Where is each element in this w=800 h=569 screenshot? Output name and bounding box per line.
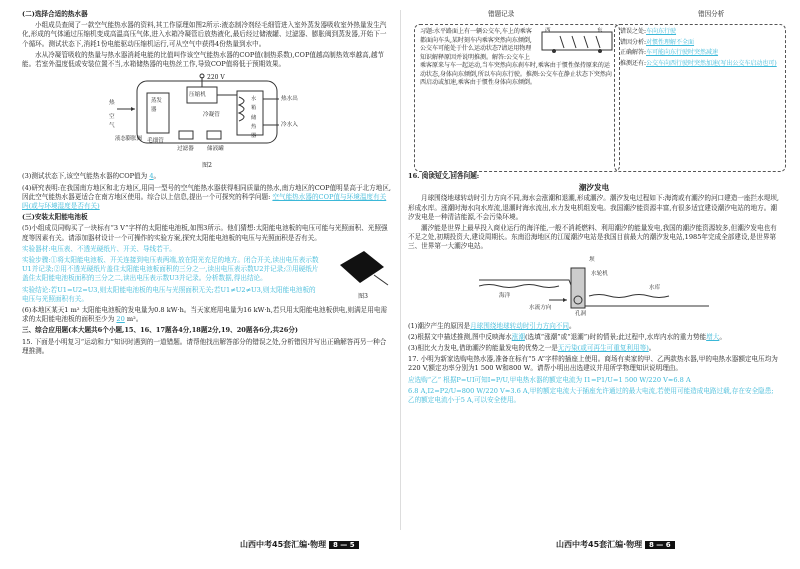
fig2-filter: 过滤器 [177,146,194,153]
fig2-heat: 热 [109,100,115,107]
fig2-evaporator: 蒸发器 [151,98,162,114]
section-3-heading: 三、综合应用题(本大题共6个小题,15、16、17题各4分,18题2分,19、20题各6分,共26分) [22,326,299,335]
error-problem-text: 习题:水平路面上有一辆公交车,车上的乘客都面向车头,某时刻车内乘客突然向东倾倒,公交车可能处于什么运动状态?请运用物理知识解释原因并说明推测。解答:公交车上乘客原来与车一起运动,当车突然向东刹车时,乘客由于惯性保持原来的运动状态,身体向东倾倒,所以车向东行驶。推测:公交车在静止状态下突然向西启动或加速,乘客由于惯性身体向东倾倒。 [420,28,612,86]
left-footer [240,539,359,550]
tidal-dam: 坝 [589,256,595,263]
q16-2-answer-2: 增大 [706,332,720,341]
right-footer-title: 山西中考45套汇编·物理 [556,540,643,549]
tidal-power-diagram [479,256,709,320]
fig2-expansion-valve: 液态膨胀阀 [115,136,142,143]
section-2-paragraph-1: 小组成员查阅了一款空气能热水器的资料,其工作原理如图2所示:液态制冷剂经毛细管进入室外蒸发器吸收室外热量发生汽化,形成的气体通过压缩机变成高温高压气体,进入水箱冷凝管后放热液化,最后经过储液罐、过滤器、膨胀阀到蒸发器,开始下一个循环。测试状态下,消耗1份电能驱动压缩机运行,可从空气中获得4份热量到水中。 [22,21,387,48]
tidal-reservoir: 水库 [649,284,661,291]
q17-text: 17. 小明为新家选购电热水器,准备在标有“5 A”字样的插座上使用。商场有卖家的甲、乙两款热水器,甲的电热水器额定电压均为220 V,额定功率分别为1 500 W和800 W。请帮小明出出选建议并用所学物理知识说明理由。 [408,355,778,373]
solar-panel-image [334,245,390,289]
right-column-lower: 16. 阅读短文,回答问题: 潮汐发电 月球围绕地球转动时引力方向不同,海水会涨潮和退潮,形成潮汐。潮汐发电过程如下:海湾或有潮汐的河口建造一座拦水堤坝,形成水库。涨潮时海水向水库流,退潮时海水流出,水力发电机组发电。我国潮汐能资源丰富,有很多适宜建设潮汐电站的地方。潮汐发电是一种清洁能源,不会污染环境。 潮汐能是世界上最早投入商业运行的海洋能,一般不消耗燃料、利用潮汐的能量发电,我国的潮汐能资源较多,但潮汐发电也有不足之处,初期投资大,建设周期长。东南沿海地区的江厦潮汐电站是我国目前最大的潮汐发电站,1985年完成全部建设,是世界第三、世界第一大潮汐电站。 坝 水轮机 海洋 水库 孔洞 水流方向 (1)潮汐产生的原因是月球围绕地球转动时引力方向不同。 (2)根据文中描述推测,图中反映海水涨潮(选填“涨潮”或“退潮”)时的情景;此过程中,水库内水的重力势能增大。 (3)相比火力发电,借助潮汐的能量发电的优势之一是无污染(或可再生可重复利用等)。 17. 小明为新家选购电热水器,准备在标有“5 A”字样的插座上使用。商场有卖家的甲、乙两款热水器,甲的电热水器额定电压均为220 V,额定功率分别为1 500 W和800 W。请帮小明出出选建议并用所学物理知识说明理由。 应选购“乙” 根据P=UI可知I=P/U,甲电热水器的额定电流为 I1=P1/U=1 500 W/220 V≈6.8 A 6.8 A,I2=P2/U=800 W/220 V≈3.6 A,甲的额定电流大于插座允许通过的最大电流,若使用可能造成电路过载,存在安全隐患;乙的额定电流小于5 A,可以安全使用。 [408,172,779,405]
fig2-capillary: 毛细管 [147,138,164,145]
section-2-title: (二)选择合适的热水器 [22,10,88,18]
error-analysis-heading: 错因分析 [698,10,725,18]
q6-answer: 20 [116,315,125,324]
tidal-water-flow: 水流方向 [529,304,552,311]
right-footer [556,539,675,550]
q16-paragraph-1: 月球围绕地球转动时引力方向不同,海水会涨潮和退潮,形成潮汐。潮汐发电过程如下:海湾或有潮汐的河口建造一座拦水堤坝,形成水库。涨潮时海水向水库流,退潮时海水流出,水力发电机组发电。我国潮汐能资源丰富,有很多适宜建设潮汐电站的地方。潮汐发电是一种清洁能源,不会污染环境。 [408,194,779,221]
bus-label-west: 西 [545,28,551,34]
fig2-hot-out: 热水出 [281,96,298,103]
q16-2-text-b: (选填“涨潮”或“退潮”)时的情景;此过程中,水库内水的重力势能 [524,332,707,341]
fig2-air: 空气 [109,114,115,130]
q5-answer-steps: 实验步骤:①将太阳能电池板、开关连接到电压表两端,放在阳光充足的地方。闭合开关,读出电压表示数U1并记录;②用不透光硬纸片盖住太阳能电池板面积的三分之一,读出电压表示数U2并记录;③用硬纸片盖住太阳能电池板面积的三分之二,读出电压表示数U3并记录。分析数据,得出结论。 [22,256,319,283]
fig2-condenser: 冷凝管 [203,112,220,119]
tidal-generator: 水轮机 [591,270,608,277]
fig2-compressor: 压缩机 [189,92,206,99]
q17-answer-1: 应选购“乙” [408,375,442,384]
right-column [408,10,780,22]
q16-paragraph-2: 潮汐能是世界上最早投入商业运行的海洋能,一般不消耗燃料、利用潮汐的能量发电,我国的潮汐能资源较多,但潮汐发电也有不足之处,初期投资大,建设周期长。东南沿海地区的江厦潮汐电站是我国目前最大的潮汐发电站,1985年完成全部建设,是世界第三、世界第一大潮汐电站。 [408,224,777,251]
tidal-sea: 海洋 [499,292,511,299]
bus-label-east: 东 [597,28,603,34]
section-3-title: (三)安装太阳能电池板 [22,213,88,222]
guess-label: 推测还有: [620,59,647,67]
figure-2 [107,73,307,170]
left-column: (二)选择合适的热水器 小组成员查阅了一款空气能热水器的资料,其工作原理如图2所示:液态制冷剂经毛细管进入室外蒸发器吸收室外热量发生汽化,形成的气体通过压缩机变成高温高压气体,进入水箱冷凝管后放热液化,最后经过储液罐、过滤器、膨胀阀到蒸发器,开始下一个循环。测试状态下,消耗1份电能驱动压缩机运行,可从空气中获得4份热量到水中。 水从冷凝管吸收的热量与热水器消耗电能的比值叫作该空气能热水器的COP值(制热系数),COP值越高制热效率越高,越节能。若室外温度低或安装位置不当,水箱储热器的电热丝工作,导致COP值将低于预期效果。 220 V 压缩机 蒸发器 冷凝管 水箱储热器 热水出 冷水入 热 空气 毛细管 液态膨胀阀 过滤器 储液罐 图2 (3)测试状态下,该空气能热水器的COP值为 4。 (4)研究表明:在我国南方地区和北方地区,用同一型号的空气能热水器获得相同质量的热水,南方地区的COP值明显高于北方地区,因此空气能热水器更适合在南方地区使用。综合以上信息,提出一个可探究的科学问题: 空气能热水器的COP值与环境温度有关吗(或与环境湿度是否有关) (三)安装太阳能电池板 (5)小组成员同购买了一块标有“3 V”字样的太阳能电池板,如图3所示。他们猜想:太阳能电池板的电压可能与光照面积、光照强度等因素有关。请添加器材设计一个可操作的实验方案,探究太阳能电池板的电压与光照面积是否有关。 实验器材:电压表、不透光硬纸片、开关、导线若干。 实验步骤:①将太阳能电池板、开关连接到电压表两端,放在阳光充足的地方。闭合开关,读出电压表示数U1并记录;②用不透光硬纸片盖住太阳能电池板面积的三分之一,读出电压表示数U2并记录;③用硬纸片盖住太阳能电池板面积的三分之二,读出电压表示数U3并记录。分析数据,得出结论。 实验结论:若U1=U2=U3,则太阳能电池板的电压与光照面积无关;若U1≠U2≠U3,则太阳能电池板的电压与光照面积有关。 图3 (6)本地区某天1 m² 太阳能电池板的发电量为0.8 kW·h。当天家庭用电量为16 kW·h,若只用太阳能电池板供电,则满足用电需求的太阳能电池板的面积至少为 20 m²。 三、综合应用题(本大题共6个小题,15、16、17题各4分,18题2分,19、20题各6分,共26分) 15. 下面是小明复习“运动和力”知识时遇到的一道错题。请帮他找出解答部分的错误之处,分析错因并写出正确解答再另一种合理推测。 [22,10,392,355]
error-reason-answer: 对惯性理解不全面 [646,38,695,46]
q16-3-answer: 无污染(或可再生可重复利用等) [557,344,649,353]
fig2-caption: 图2 [202,162,212,170]
error-analysis-box [614,24,786,172]
q16-1-text: (1)潮汐产生的原因是 [408,321,471,330]
error-reason-label: 错因分析: [620,38,647,46]
fig2-receiver: 储液罐 [207,146,224,153]
q5-text: (5)小组成员同购买了一块标有“3 V”字样的太阳能电池板,如图3所示。他们猜想:太阳能电池板的电压可能与光照面积、光照强度等因素有关。请添加器材设计一个可操作的实验方案,探究太阳能电池板的电压与光照面积是否有关。 [22,224,388,242]
q16-1-answer: 月球围绕地球转动时引力方向不同 [470,321,569,330]
fig2-tank: 水箱储热器 [251,96,257,140]
fig2-cold-in: 冷水入 [281,122,298,129]
q6-unit: m²。 [126,315,143,324]
section-2-paragraph-2: 水从冷凝管吸收的热量与热水器消耗电能的比值叫作该空气能热水器的COP值(制热系数),COP值越高制热效率越高,越节能。若室外温度低或安装位置不当,水箱储热器的电热丝工作,导致COP值将低于预期效果。 [22,50,385,69]
column-divider [400,10,401,530]
left-page-number: 8 — 5 [329,541,359,549]
q16-2-answer: 涨潮 [511,332,525,341]
correct-answer: 车可能向东行驶时突然减速 [646,49,719,56]
guess-answer: 公交车向西行驶时突然加速(写出公交车启动也可) [646,59,777,67]
q3-text: (3)测试状态下,该空气能热水器的COP值为 [22,172,148,181]
q3-answer: 4 [149,172,154,181]
q5-answer-conclusion: 实验结论:若U1=U2=U3,则太阳能电池板的电压与光照面积无关;若U1≠U2≠U3,则太阳能电池板的电压与光照面积有关。 [22,285,316,303]
fig3-caption: 图3 [358,293,368,301]
q16-heading: 16. 阅读短文,回答问题: [408,172,480,180]
q16-2-text: (2)根据文中描述推测,图中反映海水 [408,332,512,341]
q16-3-text: (3)相比火力发电,借助潮汐的能量发电的优势之一是 [408,344,558,353]
q5-answer-equipment: 实验器材:电压表、不透光硬纸片、开关、导线若干。 [22,244,176,253]
left-footer-title: 山西中考45套汇编·物理 [240,540,327,549]
error-place-answer: 车向东行驶 [646,28,677,35]
error-record-box [414,24,620,172]
correct-label: 正确解答: [620,49,647,56]
q17-answer-2: 根据P=UI可知I=P/U,甲电热水器的额定电流为 I1=P1/U=1 500 W/220 V≈6.8 A [443,375,691,384]
q4-answer: 空气能热水器的COP值与环境温度有关吗(或与环境湿度是否有关) [22,192,387,211]
q17-answer-3: 6.8 A,I2=P2/U=800 W/220 V≈3.6 A,甲的额定电流大于插座允许通过的最大电流,若使用可能造成电路过载,存在安全隐患;乙的额定电流小于5 A,可以安全使用。 [408,386,774,405]
q4-text: (4)研究表明:在我国南方地区和北方地区,用同一型号的空气能热水器获得相同质量的热水,南方地区的COP值明显高于北方地区,因此空气能热水器更适合在南方地区使用。综合以上信息,提出一个可探究的科学问题: [22,183,392,201]
tidal-hole: 孔洞 [575,310,587,317]
tidal-figure [479,256,709,320]
q16-article-title: 潮汐发电 [578,183,610,193]
error-record-heading: 错题记录 [488,10,515,18]
figure-3 [334,245,392,301]
q6-text: (6)本地区某天1 m² 太阳能电池板的发电量为0.8 kW·h。当天家庭用电量为16 kW·h,若只用太阳能电池板供电,则满足用电需求的太阳能电池板的面积至少为 [22,306,388,324]
error-place-label: 错误之处: [620,28,647,35]
right-page-number: 8 — 6 [645,541,675,549]
q15-text: 15. 下面是小明复习“运动和力”知识时遇到的一道错题。请帮他找出解答部分的错误之处,分析错因并写出正确解答再另一种合理推测。 [22,337,387,355]
fig2-voltage: 220 V [207,74,225,82]
